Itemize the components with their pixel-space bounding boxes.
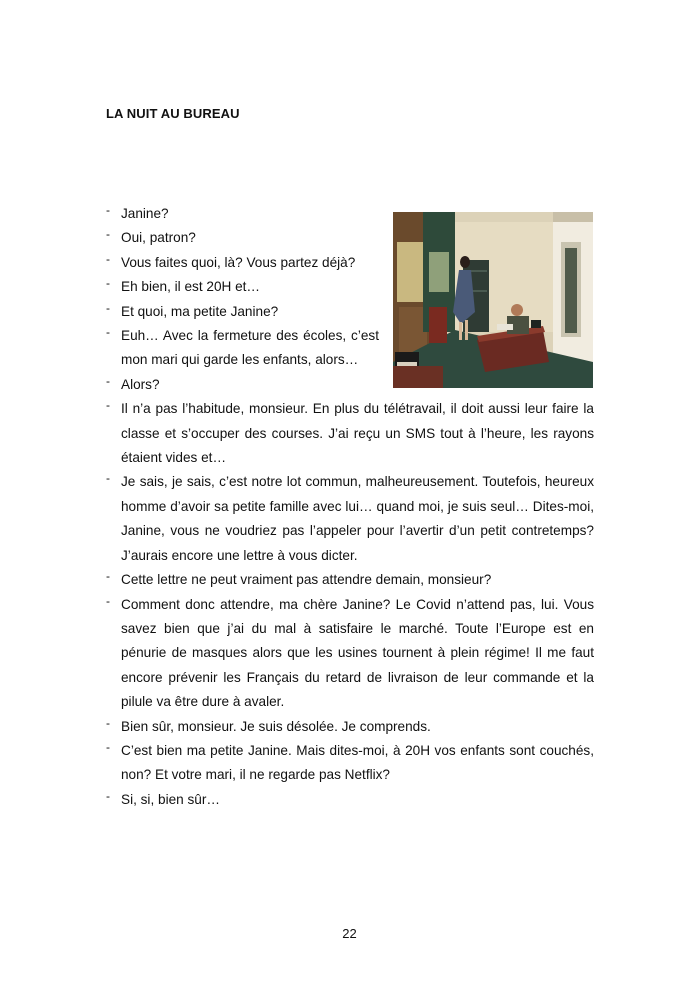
dialogue-text: Alors?: [121, 376, 160, 392]
dialogue-line: [106, 715, 594, 739]
bullet-dash: -: [106, 398, 110, 413]
dialogue-text: Oui, patron?: [121, 230, 196, 246]
bullet-dash: -: [106, 203, 110, 217]
dialogue-text: Euh… Avec la fermeture des écoles, c’est mon mari qui garde les enfants, alors…: [121, 328, 379, 368]
dialogue-line: [106, 593, 594, 715]
bullet-dash: -: [106, 569, 110, 584]
dialogue-line: [106, 324, 379, 373]
bullet-dash: -: [106, 593, 110, 608]
bullet-dash: -: [106, 373, 110, 388]
dialogue-list: [106, 202, 594, 812]
dialogue-text: Il n’a pas l’habitude, monsieur. En plus du télétravail, il doit aussi leur faire la classe et s’occuper des courses. J’ai reçu un SMS tout à l’heure, les rayons étaient vides et…: [121, 401, 594, 466]
bullet-dash: -: [106, 227, 110, 242]
dialogue-text: Vous faites quoi, là? Vous partez déjà?: [121, 254, 356, 270]
dialogue-text: Bien sûr, monsieur. Je suis désolée. Je comprends.: [121, 718, 431, 734]
dialogue-line: [106, 373, 594, 397]
bullet-dash: -: [106, 251, 110, 266]
dialogue-line: [106, 226, 594, 250]
dialogue-line: [106, 300, 594, 324]
dialogue-line: [106, 788, 594, 812]
dialogue-line: [106, 397, 594, 470]
bullet-dash: -: [106, 788, 110, 803]
dialogue-line: [106, 470, 594, 568]
dialogue-text: Janine?: [121, 206, 169, 221]
dialogue-text: Si, si, bien sûr…: [121, 791, 220, 807]
dialogue-text: C’est bien ma petite Janine. Mais dites-moi, à 20H vos enfants sont couchés, non? Et votre mari, il ne regarde pas Netflix?: [121, 742, 594, 783]
dialogue-text: Je sais, je sais, c’est notre lot commun, malheureusement. Toutefois, heureux homme d’avoir sa petite famille avec lui… quand moi, je suis seul… Dites-moi, Janine, vous ne voudriez pas l’appeler pour l’avertir d’un petit contretemps? J’aurais encore une lettre à vous dicter.: [121, 474, 594, 563]
bullet-dash: -: [106, 300, 110, 315]
bullet-dash: -: [106, 739, 110, 754]
bullet-dash: -: [106, 715, 110, 730]
page-title: LA NUIT AU BUREAU: [106, 106, 240, 121]
dialogue-text: Et quoi, ma petite Janine?: [121, 303, 279, 319]
bullet-dash: -: [106, 325, 110, 340]
bullet-dash: -: [106, 471, 110, 486]
bullet-dash: -: [106, 276, 110, 291]
dialogue-line: [106, 568, 594, 592]
dialogue-line: [106, 275, 594, 299]
page-number: 22: [342, 926, 357, 941]
dialogue-text: Comment donc attendre, ma chère Janine? Le Covid n’attend pas, lui. Vous savez bien que j’ai du mal à satisfaire le marché. Toute l’Europe est en pénurie de masques alors que les usines tournent à plein régime! Il me faut encore prévenir les Français du retard de livraison de leur commande et la pilule va être dure à avaler.: [121, 596, 594, 710]
dialogue-line: [106, 739, 594, 788]
dialogue-text: Eh bien, il est 20H et…: [121, 279, 261, 295]
dialogue-line: [106, 202, 594, 226]
dialogue-text: Cette lettre ne peut vraiment pas attendre demain, monsieur?: [121, 572, 492, 588]
dialogue-line: [106, 251, 594, 275]
